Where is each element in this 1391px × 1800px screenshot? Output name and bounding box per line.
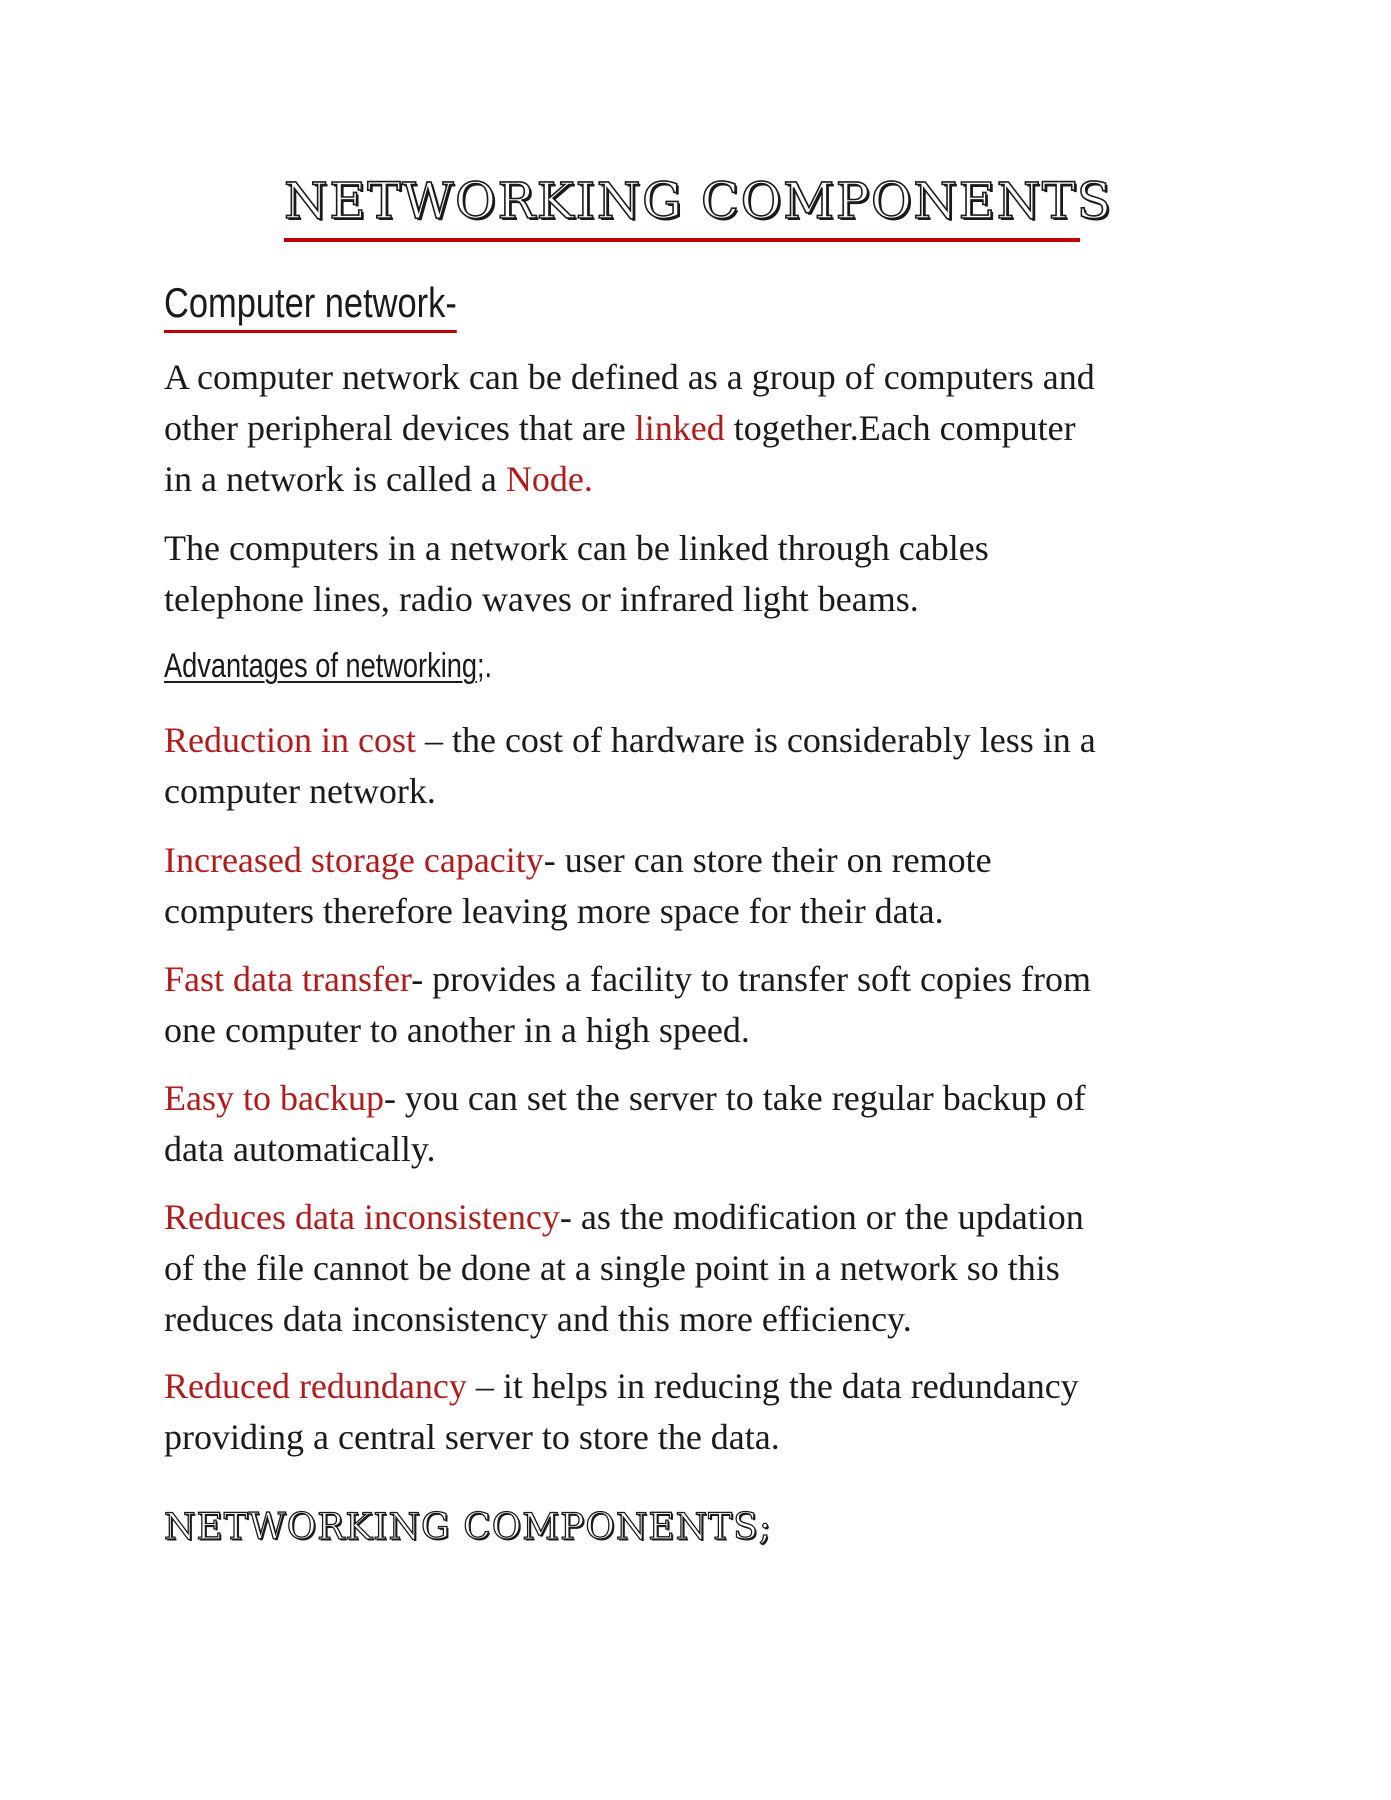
definition-line-1: [164, 352, 1244, 403]
section-heading-computer-network: [164, 279, 457, 326]
advantage-item: [164, 715, 1244, 817]
advantage-item: [164, 1361, 1244, 1463]
advantages-heading-text: Advantages of networking: [164, 647, 477, 685]
keyword-linked: linked: [634, 408, 725, 448]
advantages-heading-suffix: ;.: [477, 647, 493, 685]
document-title: NETWORKING COMPONENTS: [284, 172, 1113, 230]
text-run: together.Each computer: [724, 408, 1076, 448]
advantage-description: - you can set the server to take regular backup of: [383, 1078, 1086, 1118]
advantage-term: Reduces data inconsistency: [164, 1197, 560, 1237]
section-heading-text: Computer network-: [164, 279, 457, 326]
advantages-heading: [164, 649, 492, 683]
advantage-term: Easy to backup: [164, 1078, 384, 1118]
advantage-description: - as the modification or the updation: [559, 1197, 1084, 1237]
advantage-line: reduces data inconsistency and this more efficiency.: [164, 1299, 912, 1339]
advantage-term: Increased storage capacity: [164, 840, 544, 880]
linking-line-1: The computers in a network can be linked through cables: [164, 528, 989, 568]
advantage-item: [164, 954, 1244, 1056]
advantage-line: one computer to another in a high speed.: [164, 1010, 750, 1050]
advantage-item: [164, 1073, 1244, 1175]
advantage-line: [164, 715, 1244, 766]
keyword-node: Node.: [505, 459, 593, 499]
networking-components-heading: NETWORKING COMPONENTS;: [164, 1507, 772, 1548]
advantage-term: Reduction in cost: [164, 720, 416, 760]
definition-line-3: [164, 454, 1244, 505]
advantage-description: – the cost of hardware is considerably less in a: [415, 720, 1096, 760]
advantage-item: [164, 835, 1244, 937]
definition-line-2: [164, 403, 1244, 454]
title-underline: [284, 238, 1080, 242]
advantage-line: data automatically.: [164, 1129, 436, 1169]
advantage-line: [164, 1361, 1244, 1412]
text-run: in a network is called a: [164, 459, 506, 499]
advantage-item: [164, 1192, 1244, 1345]
linking-line-2: telephone lines, radio waves or infrared light beams.: [164, 579, 919, 619]
linking-paragraph: [164, 523, 1244, 625]
advantage-line: [164, 1192, 1244, 1243]
advantage-line: [164, 835, 1244, 886]
text-run: A computer network can be defined as a group of computers and: [164, 357, 1095, 397]
advantage-term: Reduced redundancy: [164, 1366, 467, 1406]
advantage-line: [164, 954, 1244, 1005]
advantage-line: providing a central server to store the data.: [164, 1417, 780, 1457]
advantage-line: of the file cannot be done at a single point in a network so this: [164, 1248, 1060, 1288]
definition-paragraph: [164, 352, 1244, 505]
advantage-description: - user can store their on remote: [543, 840, 992, 880]
advantage-line: computers therefore leaving more space for their data.: [164, 891, 944, 931]
advantage-description: - provides a facility to transfer soft copies from: [411, 959, 1091, 999]
advantage-description: – it helps in reducing the data redundancy: [466, 1366, 1079, 1406]
advantage-term: Fast data transfer: [164, 959, 412, 999]
section-heading-underline: [164, 330, 457, 333]
advantage-line: [164, 1073, 1244, 1124]
advantage-line: computer network.: [164, 771, 436, 811]
text-run: other peripheral devices that are: [164, 408, 635, 448]
